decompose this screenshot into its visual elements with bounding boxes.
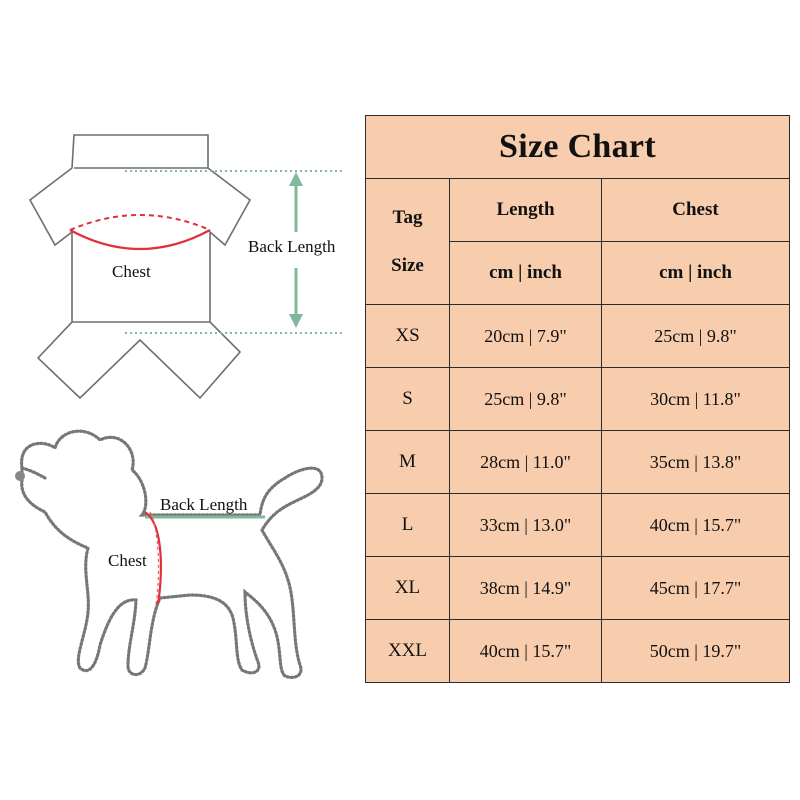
length-cell: 38cm | 14.9" [450,557,602,620]
length-cell: 25cm | 9.8" [450,368,602,431]
chest-cell: 45cm | 17.7" [602,557,790,620]
title-row [366,116,790,179]
table-row [366,368,790,431]
table-row [366,305,790,368]
dog-nose-icon [15,471,25,481]
length-header: Length [450,179,602,242]
size-cell: XXL [366,620,450,683]
chest-cell: 30cm | 11.8" [602,368,790,431]
dog-chest-marker [145,512,161,604]
shirt-chest-marker [70,215,210,249]
size-cell: L [366,494,450,557]
header-row [366,179,790,242]
table-row [366,557,790,620]
dog-outline [22,431,322,677]
tag-size-header [366,179,450,305]
chest-header: Chest [602,179,790,242]
shirt-chest-label: Chest [112,262,151,281]
chest-cell: 25cm | 9.8" [602,305,790,368]
length-cell: 33cm | 13.0" [450,494,602,557]
size-cell: XL [366,557,450,620]
chest-cell: 50cm | 19.7" [602,620,790,683]
tag-header-line2: Size [391,254,424,276]
table-row [366,620,790,683]
size-cell: S [366,368,450,431]
chest-cell: 40cm | 15.7" [602,494,790,557]
length-cell: 40cm | 15.7" [450,620,602,683]
dog-chest-label: Chest [108,551,147,570]
table-row [366,431,790,494]
dog-back-length-label: Back Length [160,495,248,514]
measurement-diagram [0,0,360,800]
size-cell: XS [366,305,450,368]
chest-units: cm | inch [602,242,790,305]
length-units: cm | inch [450,242,602,305]
length-cell: 28cm | 11.0" [450,431,602,494]
chest-cell: 35cm | 13.8" [602,431,790,494]
table-title: Size Chart [366,116,790,179]
table-row [366,494,790,557]
tag-header-line1: Tag [392,206,423,228]
length-cell: 20cm | 7.9" [450,305,602,368]
size-chart-table [365,115,790,683]
size-cell: M [366,431,450,494]
shirt-back-length-label: Back Length [248,237,336,256]
